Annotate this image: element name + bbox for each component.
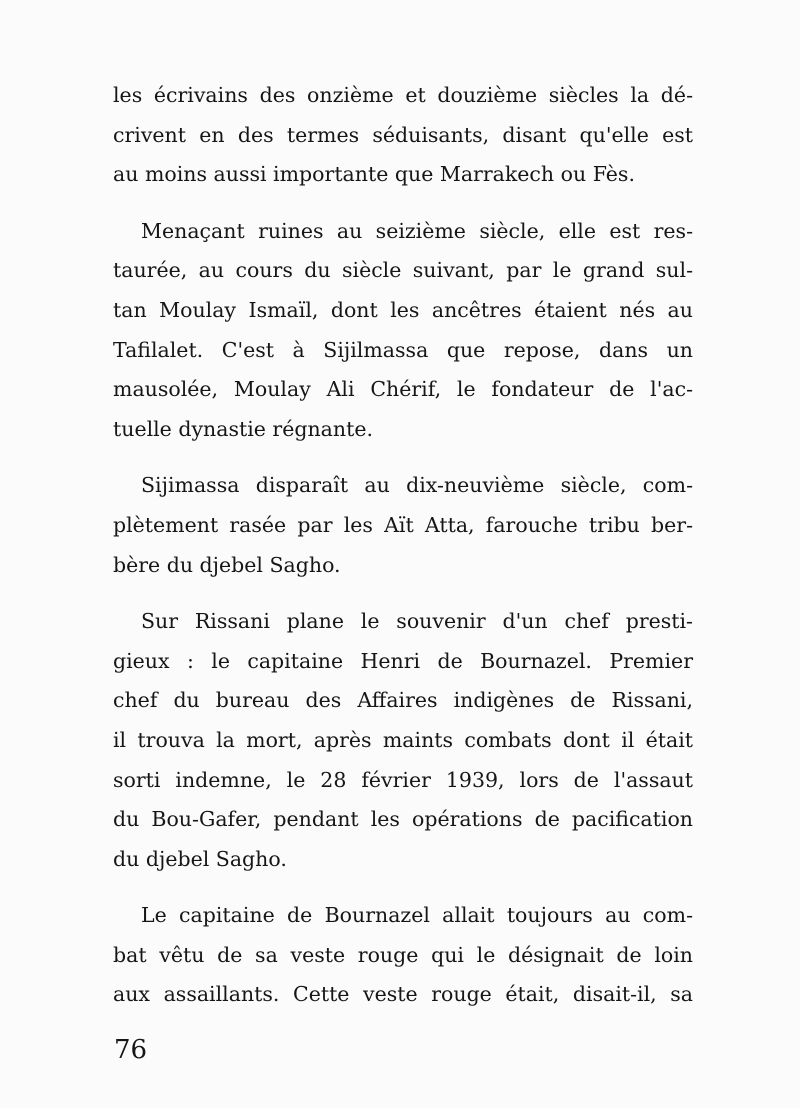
text-line: tan Moulay Ismaïl, dont les ancêtres étaient nés au	[113, 297, 693, 322]
text-line: mausolée, Moulay Ali Chérif, le fondateur de l'ac-	[113, 377, 693, 402]
text-line: crivent en des termes séduisants, disant qu'elle est	[113, 122, 693, 147]
text-line: plètement rasée par les Aït Atta, farouche tribu ber-	[113, 512, 693, 537]
text-line: les écrivains des onzième et douzième siècles la dé-	[113, 83, 693, 107]
paragraph-2	[113, 212, 693, 450]
text-line: chef du bureau des Affaires indigènes de Rissani,	[113, 688, 693, 713]
text-line: Le capitaine de Bournazel allait toujours au com-	[141, 903, 693, 928]
text-line: du Bou-Gafer, pendant les opérations de pacification	[113, 807, 693, 832]
text-line: sorti indemne, le 28 février 1939, lors de l'assaut	[113, 767, 693, 792]
text-line: du djebel Sagho.	[113, 846, 287, 871]
text-line: taurée, au cours du siècle suivant, par le grand sul-	[113, 258, 693, 283]
text-line: bère du djebel Sagho.	[113, 552, 341, 577]
text-line: bat vêtu de sa veste rouge qui le désignait de loin	[113, 942, 693, 967]
body-text	[113, 76, 693, 1032]
text-line: Sur Rissani plane le souvenir d'un chef presti-	[141, 609, 693, 634]
paragraph-5	[113, 896, 693, 1015]
page-number: 76	[114, 1035, 148, 1065]
paragraph-4	[113, 602, 693, 879]
text-line: il trouva la mort, après maints combats dont il était	[113, 727, 693, 752]
paragraph-3	[113, 466, 693, 585]
text-line: aux assaillants. Cette veste rouge était, disait-il, sa	[113, 982, 693, 1007]
text-line: Menaçant ruines au seizième siècle, elle est res-	[141, 218, 693, 243]
text-line: tuelle dynastie régnante.	[113, 416, 373, 441]
text-line: Tafilalet. C'est à Sijilmassa que repose, dans un	[113, 337, 693, 362]
text-line: Sijimassa disparaît au dix-neuvième siècle, com-	[141, 473, 693, 498]
paragraph-1	[113, 76, 693, 195]
text-line: gieux : le capitaine Henri de Bournazel. Premier	[113, 648, 693, 673]
text-line: au moins aussi importante que Marrakech ou Fès.	[113, 162, 635, 187]
